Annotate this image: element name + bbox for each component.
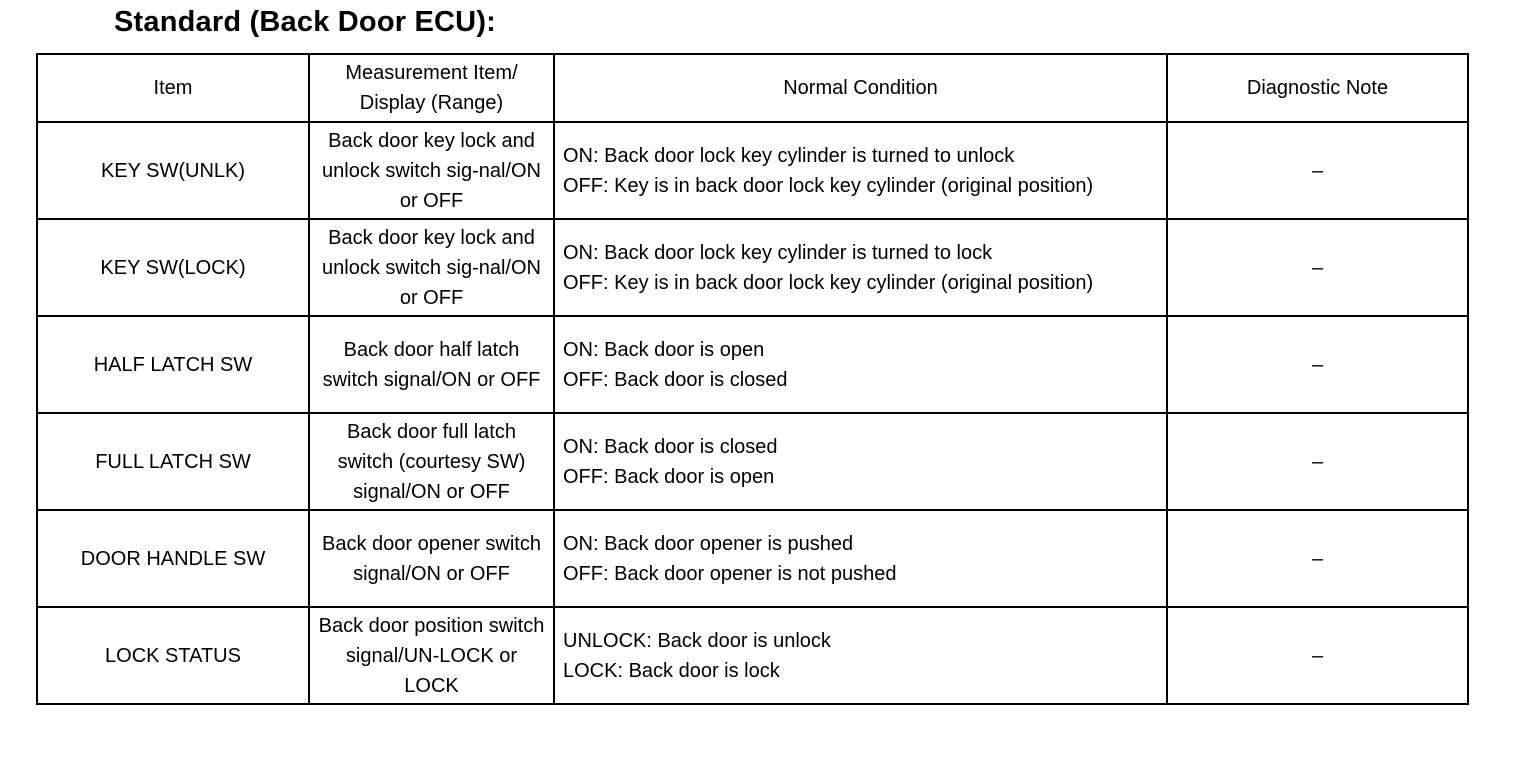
column-header-measurement: Measurement Item/ Display (Range) — [309, 54, 554, 122]
measurement-cell: Back door key lock and unlock switch sig-nal/ON or OFF — [309, 219, 554, 316]
diagnostic-note-cell: – — [1167, 122, 1468, 219]
column-header-item: Item — [37, 54, 309, 122]
item-cell: KEY SW(LOCK) — [37, 219, 309, 316]
diagnostic-note-cell: – — [1167, 510, 1468, 607]
condition-line: OFF: Key is in back door lock key cylinder (original position) — [563, 271, 1094, 294]
measurement-cell: Back door full latch switch (courtesy SW) signal/ON or OFF — [309, 413, 554, 510]
table-row — [37, 510, 1468, 607]
normal-condition-cell — [554, 219, 1167, 316]
condition-line: ON: Back door opener is pushed — [563, 532, 854, 555]
item-cell: DOOR HANDLE SW — [37, 510, 309, 607]
condition-line: ON: Back door is closed — [563, 435, 778, 458]
table-row — [37, 219, 1468, 316]
condition-line: OFF: Back door opener is not pushed — [563, 562, 897, 585]
diagnostic-note-cell: – — [1167, 413, 1468, 510]
normal-condition-cell — [554, 316, 1167, 413]
condition-line: UNLOCK: Back door is unlock — [563, 629, 831, 652]
table-row — [37, 607, 1468, 704]
data-list-table — [36, 53, 1469, 705]
item-cell: FULL LATCH SW — [37, 413, 309, 510]
condition-line: LOCK: Back door is lock — [563, 659, 780, 682]
table-row — [37, 316, 1468, 413]
measurement-cell: Back door half latch switch signal/ON or OFF — [309, 316, 554, 413]
item-cell: LOCK STATUS — [37, 607, 309, 704]
condition-line: OFF: Back door is open — [563, 465, 775, 488]
table-row — [37, 122, 1468, 219]
table-row — [37, 413, 1468, 510]
measurement-cell: Back door opener switch signal/ON or OFF — [309, 510, 554, 607]
page-title: Standard (Back Door ECU): — [114, 6, 497, 38]
normal-condition-cell — [554, 413, 1167, 510]
condition-line: ON: Back door lock key cylinder is turned to unlock — [563, 144, 1015, 167]
normal-condition-cell — [554, 510, 1167, 607]
item-cell: KEY SW(UNLK) — [37, 122, 309, 219]
condition-line: ON: Back door lock key cylinder is turned to lock — [563, 241, 993, 264]
condition-line: ON: Back door is open — [563, 338, 765, 361]
column-header-diagnostic-note: Diagnostic Note — [1167, 54, 1468, 122]
diagnostic-note-cell: – — [1167, 219, 1468, 316]
measurement-cell: Back door key lock and unlock switch sig-nal/ON or OFF — [309, 122, 554, 219]
diagnostic-note-cell: – — [1167, 607, 1468, 704]
normal-condition-cell — [554, 122, 1167, 219]
normal-condition-cell — [554, 607, 1167, 704]
table-header-row — [37, 54, 1468, 122]
condition-line: OFF: Key is in back door lock key cylinder (original position) — [563, 174, 1094, 197]
measurement-cell: Back door position switch signal/UN-LOCK or LOCK — [309, 607, 554, 704]
condition-line: OFF: Back door is closed — [563, 368, 788, 391]
diagnostic-note-cell: – — [1167, 316, 1468, 413]
item-cell: HALF LATCH SW — [37, 316, 309, 413]
column-header-normal-condition: Normal Condition — [554, 54, 1167, 122]
